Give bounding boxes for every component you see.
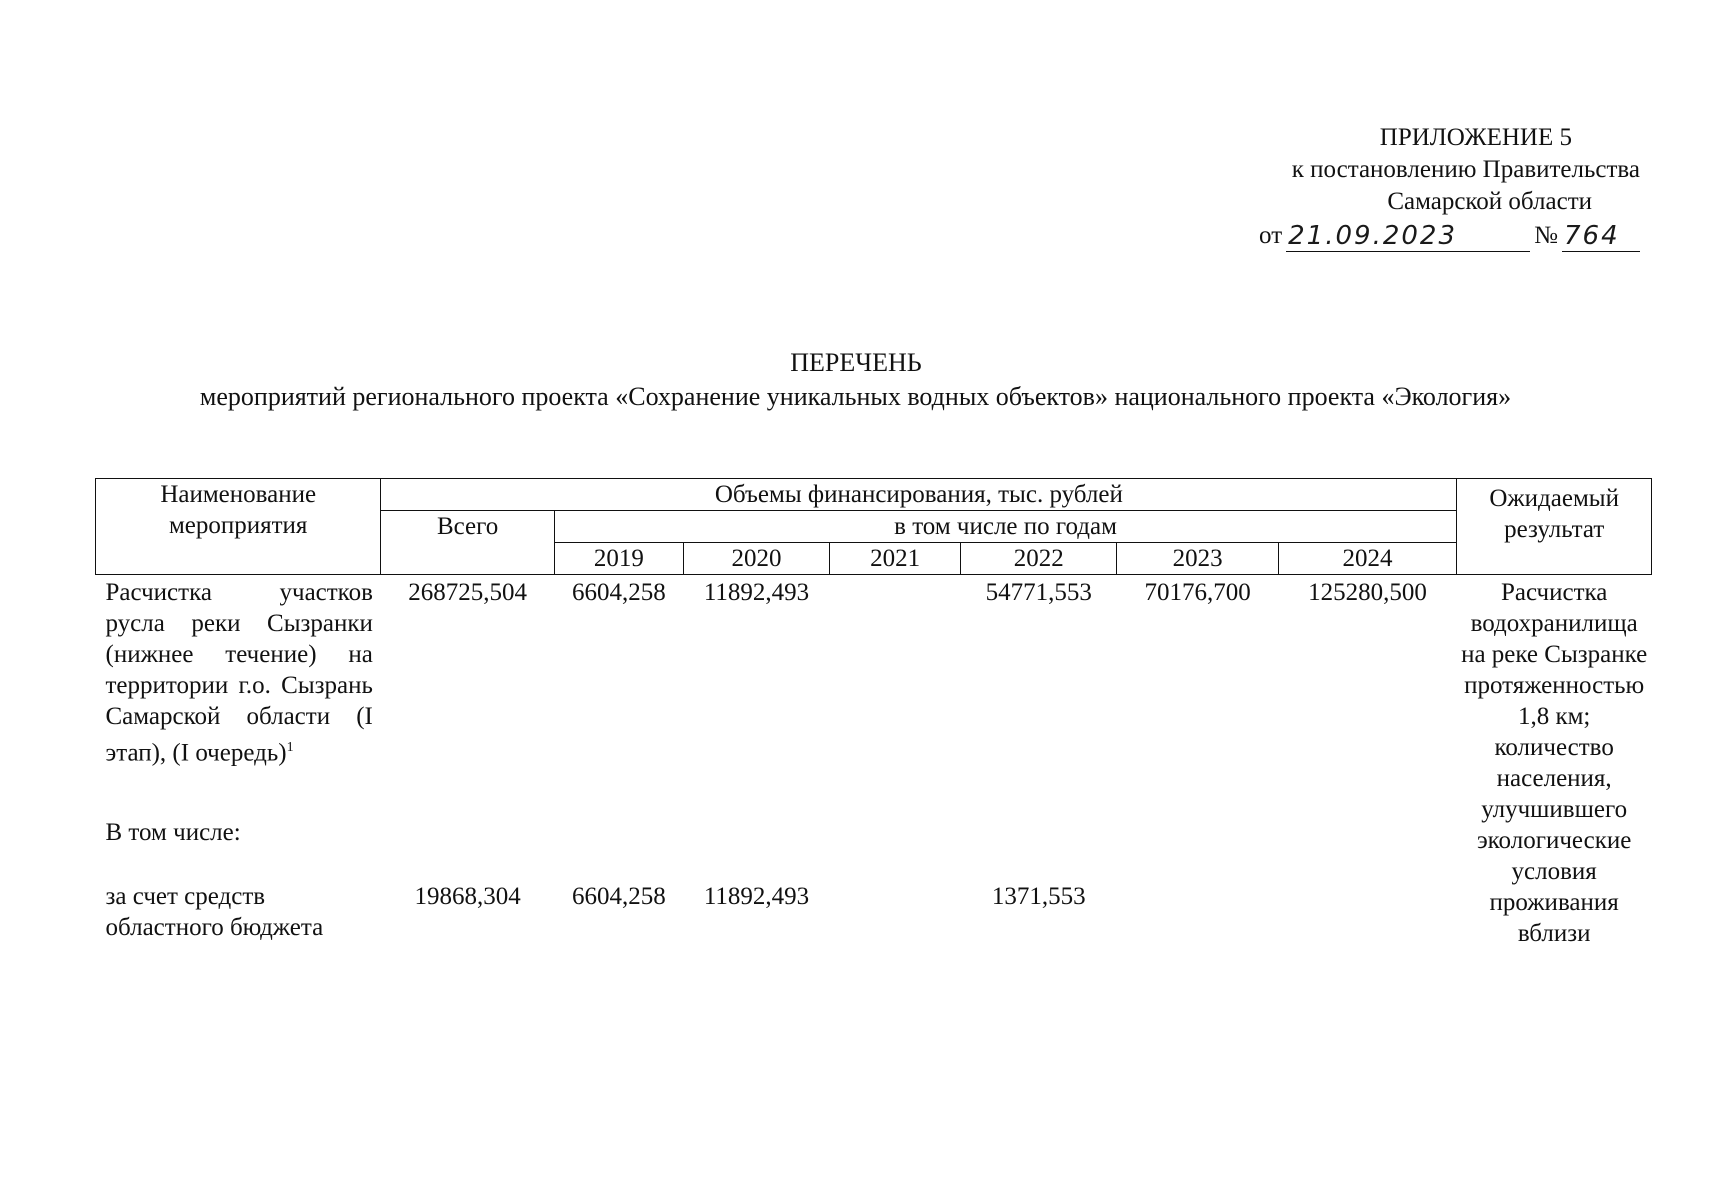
handwritten-date: 21.09.2023 xyxy=(1286,221,1530,252)
spacer-row xyxy=(96,787,1652,817)
header-name: Наименование мероприятия xyxy=(96,479,381,575)
footnote-mark: 1 xyxy=(286,740,294,755)
row-name: за счет средств областного бюджета xyxy=(105,883,324,941)
row-2020: 11892,493 xyxy=(703,579,810,606)
header-year-2022: 2022 xyxy=(961,543,1117,575)
attachment-title: ПРИЛОЖЕНИЕ 5 xyxy=(1379,124,1572,151)
row-2023 xyxy=(1117,881,1278,949)
table-row xyxy=(96,881,1652,949)
funding-table xyxy=(95,478,1652,949)
header-year-2024: 2024 xyxy=(1278,543,1457,575)
number-label: № xyxy=(1534,222,1558,249)
row-2022: 1371,553 xyxy=(991,883,1086,910)
funding-table-wrapper xyxy=(95,478,1652,949)
row-total: 268725,504 xyxy=(408,579,527,606)
header-year-2021: 2021 xyxy=(830,543,961,575)
header-year-2019: 2019 xyxy=(554,543,683,575)
header-result: Ожидаемый результат xyxy=(1457,479,1652,575)
header-funding: Объемы финансирования, тыс. рублей xyxy=(381,479,1457,511)
row-2024 xyxy=(1278,881,1457,949)
handwritten-number: 764 xyxy=(1562,221,1640,252)
row-2020: 11892,493 xyxy=(703,883,810,910)
header-total: Всего xyxy=(381,511,554,575)
attachment-region-line: Самарской области xyxy=(1387,188,1592,215)
heading-title: ПЕРЕЧЕНЬ xyxy=(790,348,922,377)
row-total: 19868,304 xyxy=(414,883,521,910)
document-heading xyxy=(0,346,1712,414)
from-label: от xyxy=(1259,222,1283,249)
header-year-2023: 2023 xyxy=(1117,543,1278,575)
header-by-years: в том числе по годам xyxy=(554,511,1457,543)
attachment-date-line xyxy=(1120,220,1640,252)
row-2019: 6604,258 xyxy=(571,883,666,910)
row-2024: 125280,500 xyxy=(1308,579,1427,606)
attachment-block xyxy=(1120,122,1640,252)
row-2022: 54771,553 xyxy=(985,579,1092,606)
row-2021 xyxy=(830,881,961,949)
header-year-2020: 2020 xyxy=(683,543,829,575)
table-row xyxy=(96,817,1652,851)
row-2021 xyxy=(830,575,961,788)
heading-subtitle: мероприятий регионального проекта «Сохранение уникальных водных объектов» национального проекта «Экология» xyxy=(199,382,1512,411)
row-result: Расчистка водохранилища на реке Сызранке протяженностью 1,8 км; количество населения, улучшившего экологические условия проживания вблизи xyxy=(1461,579,1648,947)
spacer-row xyxy=(96,851,1652,881)
row-2023: 70176,700 xyxy=(1144,579,1251,606)
row-including-label: В том числе: xyxy=(105,819,241,847)
row-name: Расчистка участков русла реки Сызранки (нижнее течение) на территории г.о. Сызрань Самарской области (I этап), (I очередь)$^1$ xyxy=(105,579,373,767)
attachment-decree-line: к постановлению Правительства xyxy=(1291,156,1640,183)
table-row xyxy=(96,575,1652,788)
row-2019: 6604,258 xyxy=(571,579,666,606)
